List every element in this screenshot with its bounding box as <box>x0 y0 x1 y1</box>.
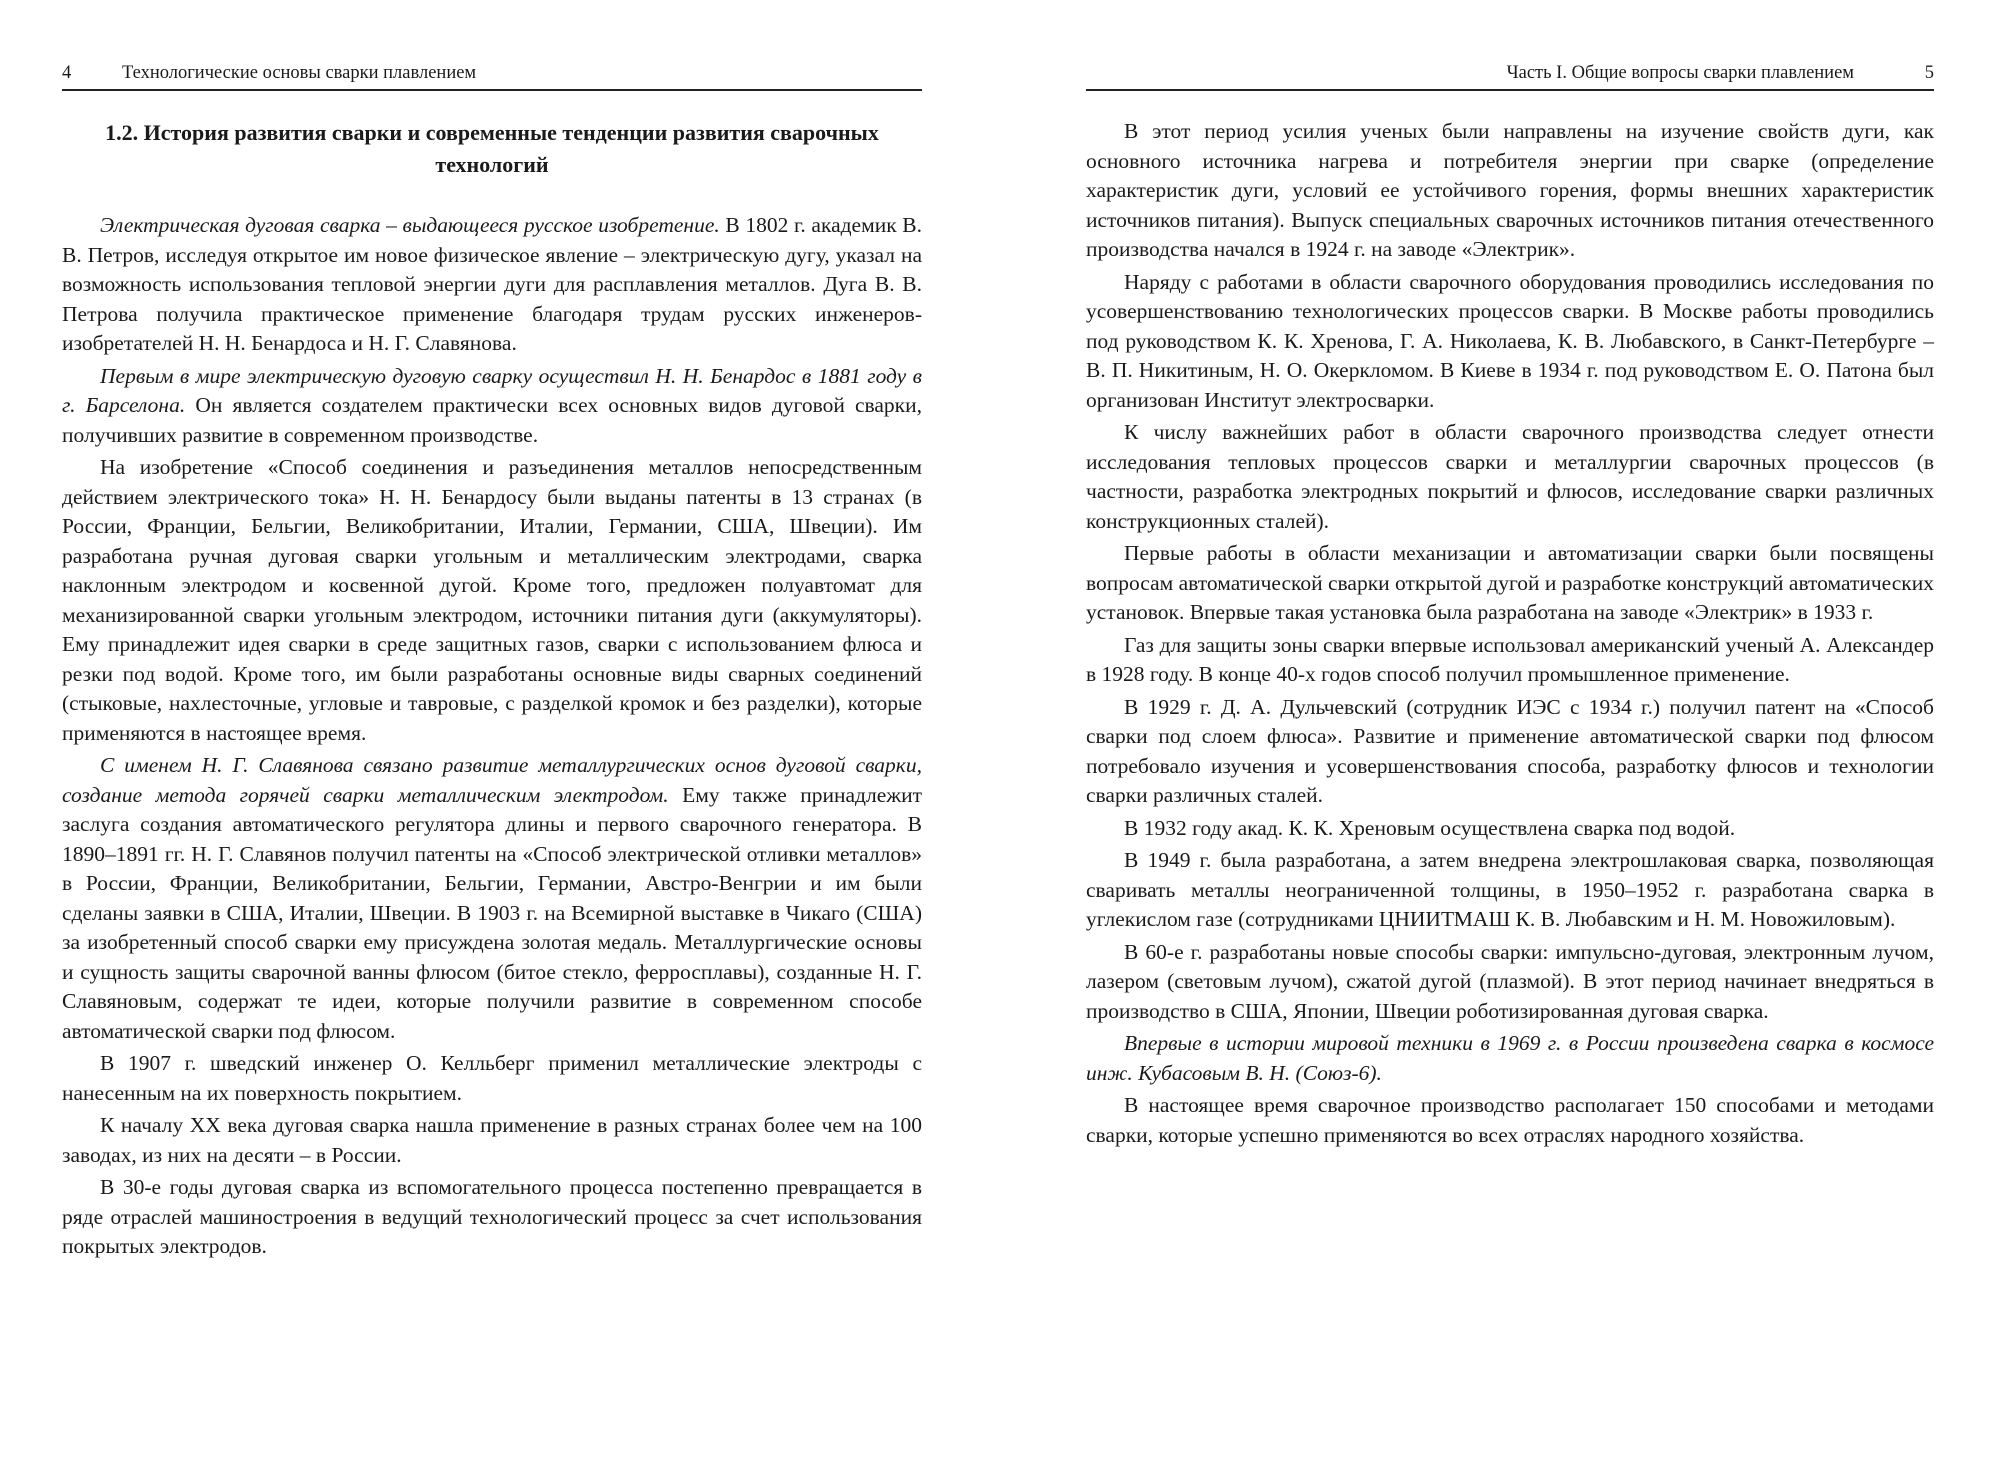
paragraph: К числу важнейших работ в области сварочного производства следует отнести исследования тепловых процессов сварки и металлургии сварочных процессов (в частности, разработка электродных покрытий и флюсов, исследование сварки различных конструкционных сталей). <box>1086 420 1934 533</box>
italic-lead: С именем Н. Г. Славянова связано развитие металлургических основ дуговой сварки, создание метода горячей сварки металлическим электродом. <box>62 753 922 807</box>
paragraph: В 1907 г. шведский инженер О. Келльберг применил металлические электроды с нанесенным на их поверхность покрытием. <box>62 1051 922 1105</box>
italic-lead: Электрическая дуговая сварка – выдающееся русское изобретение. <box>100 213 720 237</box>
left-running-header <box>62 62 922 91</box>
paragraph <box>62 211 922 359</box>
paragraph: Первые работы в области механизации и автоматизации сварки были посвящены вопросам автоматической сварки открытой дугой и разработке конструкций автоматических установок. Впервые такая установка была разработана на заводе «Электрик» в 1933 г. <box>1086 541 1934 624</box>
paragraph: Наряду с работами в области сварочного оборудования проводились исследования по усовершенствованию технологических процессов сварки. В Москве работы проводились под руководством К. К. Хренова, Г. А. Николаева, К. В. Любавского, в Санкт-Петербурге – В. П. Никитиным, Н. О. Океркломом. В Киеве в 1934 г. под руководством Е. О. Патона был организован Институт электросварки. <box>1086 269 1934 412</box>
left-page-number: 4 <box>62 63 72 83</box>
paragraph: Газ для защиты зоны сварки впервые использовал американский ученый А. Александер в 1928 году. В конце 40-х годов способ получил промышленное применение. <box>1086 632 1934 686</box>
paragraph <box>62 751 922 1046</box>
paragraph: В 1929 г. Д. А. Дульчевский (сотрудник ИЭС с 1934 г.) получил патент на «Способ сварки под слоем флюса». Развитие и применение автоматической сварки под флюсом потребовало изучения и усовершенствования способа, разработку флюсов и технологии сварки различных сталей. <box>1086 694 1934 807</box>
left-running-head: Технологические основы сварки плавлением <box>122 63 477 83</box>
paragraph-text: В 1802 г. академик В. В. Петров, исследуя открытое им новое физическое явление – электрическую дугу, указал на возможность использования тепловой энергии дуги для расплавления металлов. Дуга В. В. Петрова получила практическое применение благодаря трудам русских инженеров-изобретателей Н. Н. Бенардоса и Н. Г. Славянова. <box>62 213 922 355</box>
paragraph <box>62 362 922 451</box>
right-running-header <box>1086 62 1934 91</box>
paragraph: В 30-е годы дуговая сварка из вспомогательного процесса постепенно превращается в ряде отраслей машиностроения в ведущий технологический процесс за счет использования покрытых электродов. <box>62 1175 922 1258</box>
italic-paragraph: Впервые в истории мировой техники в 1969 г. в России произведена сварка в космосе инж. Кубасовым В. Н. (Союз-6). <box>1086 1031 1934 1085</box>
right-page-number: 5 <box>1924 63 1934 83</box>
paragraph: На изобретение «Способ соединения и разъединения металлов непосредственным действием электрического тока» Н. Н. Бенардосу были выданы патенты в 13 странах (в России, Франции, Бельгии, Великобритании, Италии, Германии, США, Швеции). Им разработана ручная дуговая сварки угольным и металлическим электродами, сварка наклонным электродом и косвенной дугой. Кроме того, предложен полуавтомат для механизированной сварки угольным электродом, источники питания дуги (аккумуляторы). Ему принадлежит идея сварки в среде защитных газов, сварки с использованием флюса и резки под водой. Кроме того, им были разработаны основные виды сварных соединений (стыковые, нахлесточные, угловые и тавровые, с разделкой кромок и без разделки), которые применяются в настоящее время. <box>62 455 922 745</box>
right-running-head: Часть I. Общие вопросы сварки плавлением <box>1506 63 1854 83</box>
section-title: 1.2. История развития сварки и современные тенденции развития сварочных технологий <box>105 120 879 177</box>
paragraph: В 1949 г. была разработана, а затем внедрена электрошлаковая сварка, позволяющая сваривать металлы неограниченной толщины, в 1950–1952 г. разработана сварка в углекислом газе (сотрудниками ЦНИИТМАШ К. В. Любавским и Н. М. Новожиловым). <box>1086 848 1934 931</box>
paragraph-text: Ему также принадлежит заслуга создания автоматического регулятора длины и первого сварочного генератора. В 1890–1891 гг. Н. Г. Славянов получил патенты на «Способ электрической отливки металлов» в России, Франции, Великобритании, Бельгии, Германии, Австро-Венгрии и им были сделаны заявки в США, Италии, Швеции. В 1903 г. на Всемирной выставке в Чикаго (США) за изобретенный способ сварки ему присуждена золотая медаль. Металлургические основы и сущность защиты сварочной ванны флюсом (битое стекло, ферросплавы), созданные Н. Г. Славяновым, содержат те идеи, которые получили развитие в современном способе автоматической сварки под флюсом. <box>62 782 922 1043</box>
italic-lead: Первым в мире электрическую дуговую сварку осуществил Н. Н. Бенардос в 1881 году в г. Барселона. <box>62 363 922 417</box>
paragraph: В 60-е г. разработаны новые способы сварки: импульсно-дуговая, электронным лучом, лазером (световым лучом), сжатой дугой (плазмой). В этот период начинает внедряться в производство в США, Японии, Швеции роботизированная дуговая сварка. <box>1086 939 1934 1023</box>
left-page <box>62 62 922 1265</box>
paragraph: В 1932 году акад. К. К. Хреновым осуществлена сварка под водой. <box>1124 815 1736 840</box>
paragraph: В настоящее время сварочное производство располагает 150 способами и методами сварки, которые успешно применяются во всех отраслях народного хозяйства. <box>1086 1093 1934 1147</box>
right-page <box>1086 62 1934 1153</box>
paragraph: В этот период усилия ученых были направлены на изучение свойств дуги, как основного источника нагрева и потребителя энергии при сварке (определение характеристик дуги, условий ее устойчивого горения, формы внешних характеристик источников питания). Выпуск специальных сварочных источников питания отечественного производства начался в 1924 г. на заводе «Электрик». <box>1086 119 1934 261</box>
paragraph: К началу XX века дуговая сварка нашла применение в разных странах более чем на 100 заводах, из них на десяти – в России. <box>62 1113 922 1167</box>
paragraph-text: Он является создателем практически всех основных видов дуговой сварки, получивших развитие в современном производстве. <box>62 393 923 447</box>
